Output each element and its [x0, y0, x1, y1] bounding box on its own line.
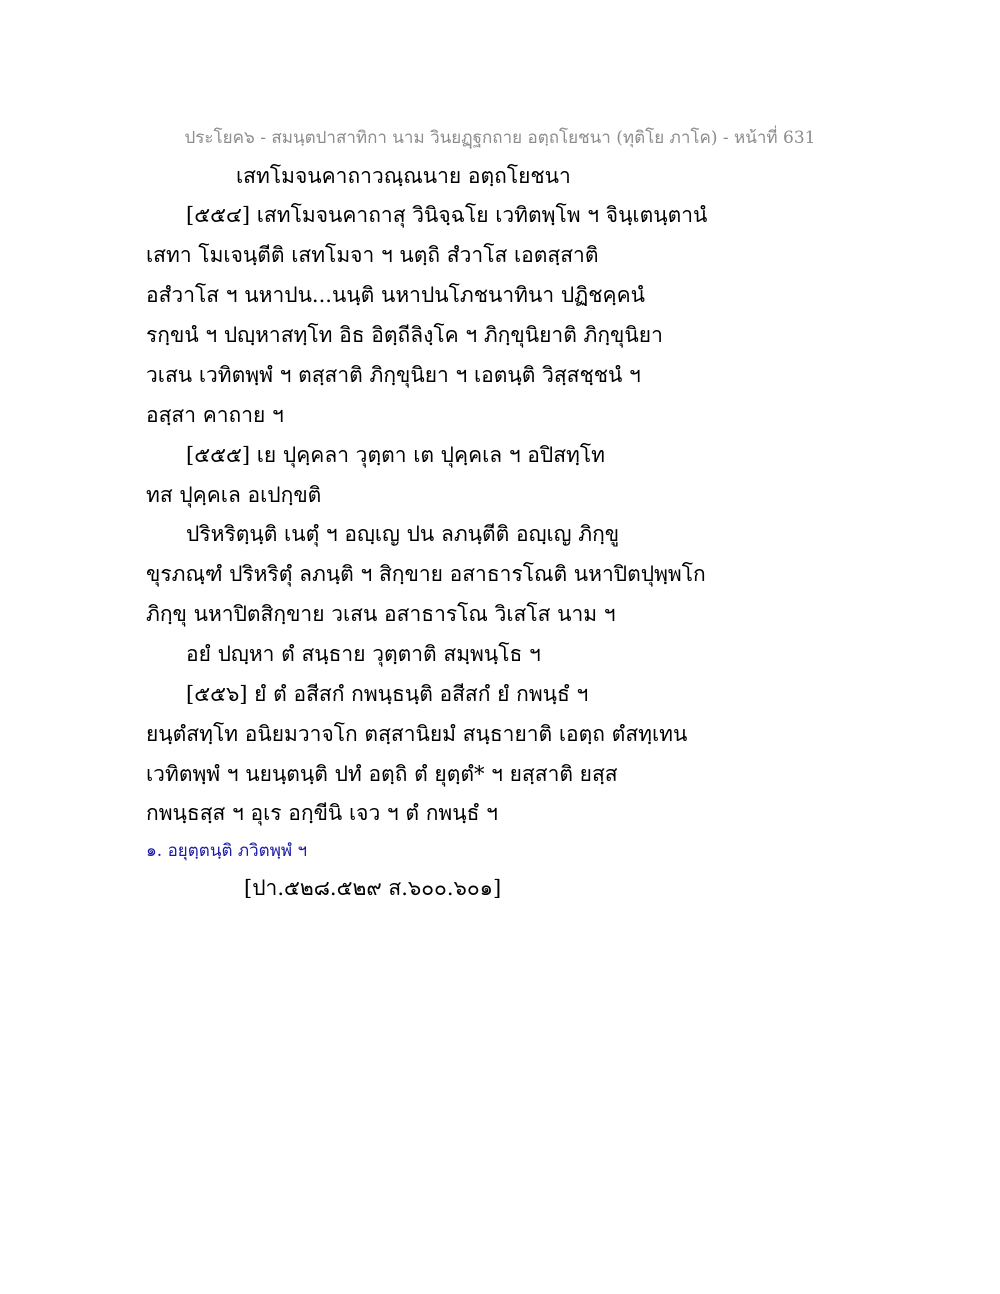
footnote: ๑. อยุตฺตนฺติ ภวิตพฺพํ ฯ: [146, 841, 308, 861]
body-line: ปริหริตฺนฺติ เนตุํ ฯ อญฺเญ ปน ลภนฺตีติ อญฺเญ ภิกฺขู: [186, 522, 620, 546]
body-line: ภิกฺขุ นหาปิตสิกฺขาย วเสน อสาธารโณ วิเสโส นาม ฯ: [146, 602, 616, 626]
body-line: ทส ปุคฺคเล อเปกฺขติ: [146, 483, 322, 507]
page-header: ประโยค๖ - สมนฺตปาสาทิกา นาม วินยฏฺฐกถาย อตฺถโยชนา (ทุติโย ภาโค) - หน้าที่ 631: [184, 128, 816, 148]
body-line: ขุรภณฺฑํ ปริหริตุํ ลภนฺติ ฯ สิกฺขาย อสาธารโณติ นหาปิตปุพฺพโก: [146, 562, 706, 586]
body-line: รกฺขนํ ฯ ปญฺหาสทฺโท อิธ อิตฺถีลิงฺโค ฯ ภิกฺขุนิยาติ ภิกฺขุนิยา: [146, 323, 663, 347]
body-line: อยํ ปญฺหา ตํ สนฺธาย วุตฺตาติ สมฺพนฺโธ ฯ: [186, 642, 541, 666]
page-reference: [ปา.๕๒๘.๕๒๙ ส.๖๐๐.๖๐๑]: [244, 876, 502, 900]
body-line: อสฺสา คาถาย ฯ: [146, 403, 284, 427]
body-line: [๕๕๕] เย ปุคฺคลา วุตฺตา เต ปุคฺคเล ฯ อปิสทฺโท: [186, 443, 606, 467]
body-line: วเสน เวทิตพฺพํ ฯ ตสฺสาติ ภิกฺขุนิยา ฯ เอตนฺติ วิสฺสชฺชนํ ฯ: [146, 363, 641, 387]
body-line: [๕๕๔] เสทโมจนคาถาสุ วินิจฺฉโย เวทิตพฺโพ ฯ จินฺเตนฺตานํ: [186, 203, 708, 227]
body-line: ยนฺตํสทฺโท อนิยมวาจโก ตสฺสานิยมํ สนฺธายาติ เอตฺถ ตํสทฺเทน: [146, 722, 688, 746]
body-line: อสํวาโส ฯ นหาปน...นนฺติ นหาปนโภชนาทินา ปฏิชคฺคนํ: [146, 283, 645, 307]
body-line: กพนฺธสฺส ฯ อุเร อกฺขีนิ เจว ฯ ตํ กพนฺธํ ฯ: [146, 801, 498, 825]
body-line: เสทา โมเจนฺตีติ เสทโมจา ฯ นตฺถิ สํวาโส เอตสฺสาติ: [146, 243, 599, 267]
section-heading: เสทโมจนคาถาวณฺณนาย อตฺถโยชนา: [236, 164, 571, 188]
body-line: [๕๕๖] ยํ ตํ อสีสกํ กพนฺธนฺติ อสีสกํ ยํ กพนฺธํ ฯ: [186, 682, 589, 706]
body-line: เวทิตพฺพํ ฯ นยนฺตนฺติ ปทํ อตฺถิ ตํ ยุตฺตํ* ฯ ยสฺสาติ ยสฺส: [146, 762, 618, 786]
